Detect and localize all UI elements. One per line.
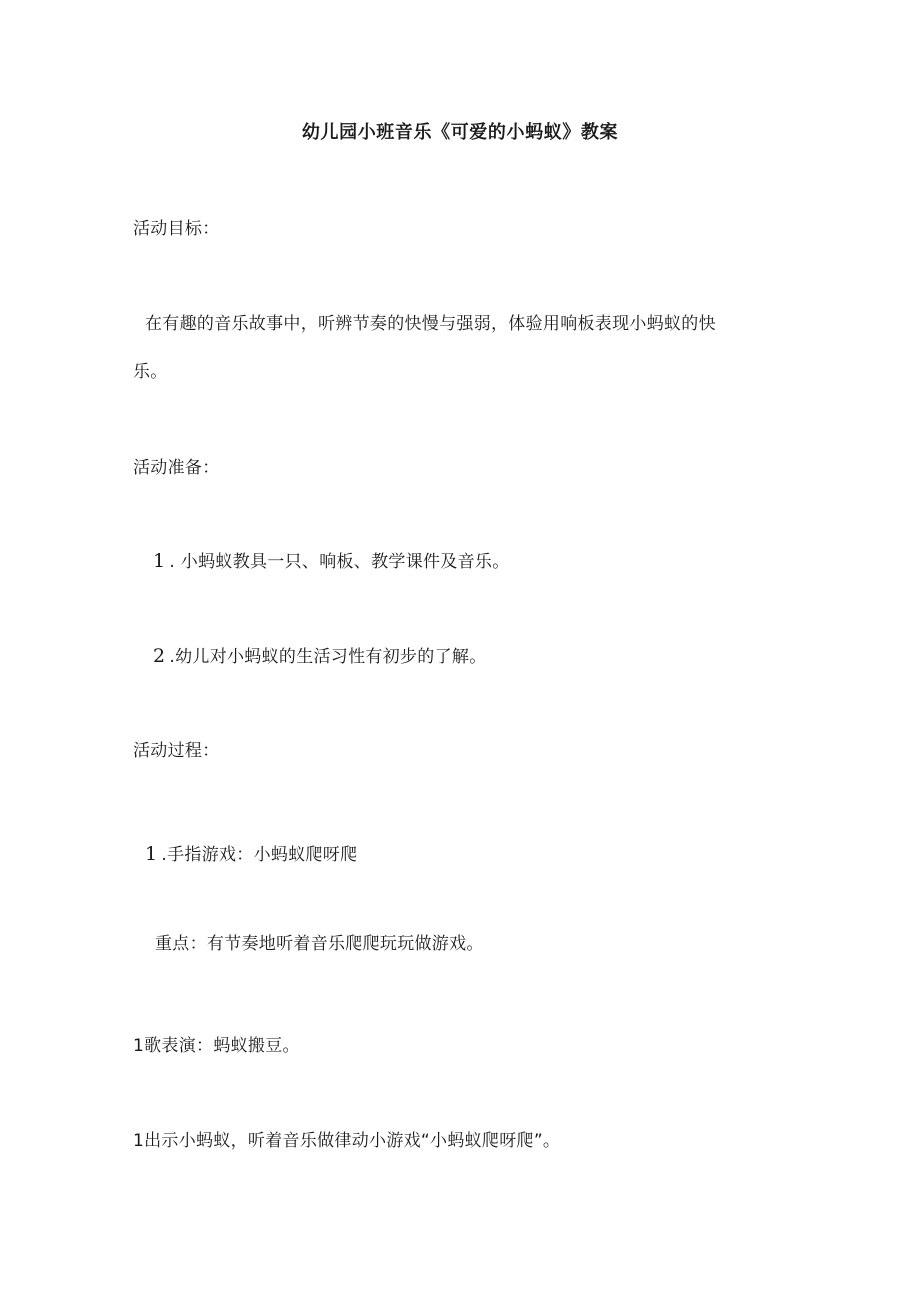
- document-title: 幼儿园小班音乐《可爱的小蚂蚁》教案: [301, 122, 619, 143]
- prep-item-1-number: 1: [153, 550, 166, 572]
- process-item-1-number: 1: [145, 843, 158, 865]
- goals-text-line-1: 在有趣的音乐故事中，听辨节奏的快慢与强弱，体验用响板表现小蚂蚁的快: [145, 314, 716, 334]
- prep-item-1: [153, 550, 510, 573]
- prep-item-2-number: 2: [153, 645, 166, 667]
- process-heading: 活动过程：: [133, 741, 220, 761]
- process-item-1-text: .手指游戏：小蚂蚁爬呀爬: [161, 845, 358, 865]
- goals-text-line-2: 乐。: [133, 362, 168, 382]
- song-performance-step: 1歌表演：蚂蚁搬豆。: [133, 1036, 300, 1056]
- prep-item-1-text: . 小蚂蚁教具一只、响板、教学课件及音乐。: [169, 552, 510, 572]
- goals-heading: 活动目标：: [133, 219, 220, 239]
- prep-heading: 活动准备：: [133, 458, 220, 478]
- prep-item-2: [153, 645, 487, 668]
- focus-text: 重点：有节奏地听着音乐爬爬玩玩做游戏。: [155, 934, 484, 954]
- prep-item-2-text: .幼儿对小蚂蚁的生活习性有初步的了解。: [169, 647, 487, 667]
- process-item-1: [145, 843, 357, 866]
- show-ant-step: 1出示小蚂蚁，听着音乐做律动小游戏“小蚂蚁爬呀爬”。: [133, 1131, 561, 1151]
